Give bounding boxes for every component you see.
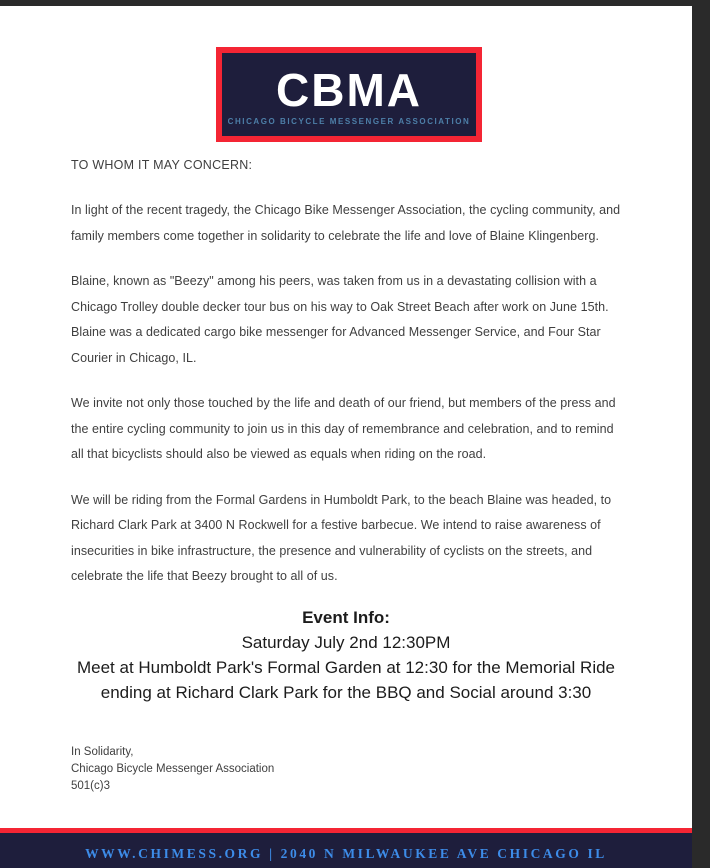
right-frame-gutter [692,0,710,868]
letter-paragraph-3: We invite not only those touched by the life and death of our friend, but members of the press and the entire cycling community to join us in this day of remembrance and celebration, and to remind all that bicyclists should also be viewed as equals when riding on the road. [71,396,616,461]
signature-tax-status: 501(c)3 [71,780,110,792]
footer-contact-text: WWW.CHIMESS.ORG | 2040 N MILWAUKEE AVE CHICAGO IL [85,845,607,861]
signature-closing: In Solidarity, [71,746,134,758]
letter-page [0,6,692,868]
letter-paragraph-1: In light of the recent tragedy, the Chicago Bike Messenger Association, the cycling community, and family members come together in solidarity to celebrate the life and love of Blaine Klingenberg. [71,203,621,243]
event-detail-line-1: Meet at Humboldt Park's Formal Garden at 12:30 for the Memorial Ride [76,658,616,677]
footer-bar [0,833,692,868]
logo-subtitle: CHICAGO BICYCLE MESSENGER ASSOCIATION [227,117,471,126]
signature-block [71,744,274,795]
event-date-time: Saturday July 2nd 12:30PM [241,633,451,652]
cbma-logo [216,47,482,142]
event-info-block [0,606,692,705]
event-detail-line-2: ending at Richard Clark Park for the BBQ and Social around 3:30 [100,683,592,702]
letter-salutation: TO WHOM IT MAY CONCERN: [71,158,253,172]
logo-inner-panel [222,53,476,136]
letter-paragraph-4: We will be riding from the Formal Gardens in Humboldt Park, to the beach Blaine was headed, to Richard Clark Park at 3400 N Rockwell for a festive barbecue. We intend to raise awareness of insecurities in bike infrastructure, the presence and vulnerability of cyclists on the streets, and celebrate the life that Beezy brought to all of us. [71,492,612,583]
event-info-heading: Event Info: [302,608,390,627]
letter-paragraph-2: Blaine, known as "Beezy" among his peers, was taken from us in a devastating collision with a Chicago Trolley double decker tour bus on his way to Oak Street Beach after work on June 15th. Blaine was a dedicated cargo bike messenger for Advanced Messenger Service, and Four Star Courier in Chicago, IL. [71,274,609,365]
signature-organization: Chicago Bicycle Messenger Association [71,763,275,775]
logo-wordmark: CBMA [276,64,422,116]
letter-body [71,158,627,610]
